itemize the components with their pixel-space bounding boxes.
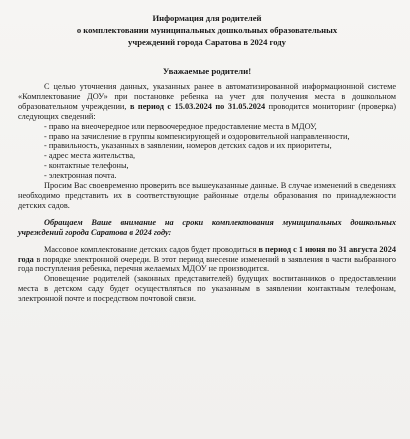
intro-period: в период с 15.03.2024 по 31.05.2024	[129, 101, 266, 111]
intro-text-2: проводится мониторинг (проверка) следующих сведений:	[18, 101, 396, 121]
greeting: Уважаемые родители!	[162, 66, 252, 76]
title-line-2: о комплектовании муниципальных дошкольных образовательных	[76, 25, 338, 35]
mass-text-2: в порядке электронной очереди. В этот период внесение изменений в заявления в части выбранного года поступления ребенка, перечня желаемых МДОУ не производится.	[18, 254, 396, 274]
intro-text-1: С целью уточнения данных, указанных ранее в автоматизированной информационной системе «Комплектование ДОУ» при постановке ребенка на учет для получения места в дошкольном образовательном учреждении,	[18, 82, 396, 111]
check-item: - адрес места жительства,	[44, 151, 136, 161]
mass-period: в период с 1 июня по 31 августа 2024 года	[18, 244, 396, 264]
attention-paragraph: Обращаем Ваше внимание на сроки комплектования муниципальных дошкольных учреждений города Саратова в 2024 году:	[18, 217, 396, 237]
mass-text-1: Массовое комплектование детских садов будет проводиться	[44, 244, 259, 254]
check-item: - контактные телефоны,	[44, 161, 129, 171]
document-title	[18, 12, 396, 48]
check-item: - право на зачисление в группы компенсирующей и оздоровительной направленности,	[44, 131, 350, 141]
check-item: - правильность, указанных в заявлении, номеров детских садов и их приоритеты,	[44, 141, 332, 151]
request-paragraph: Просим Вас своевременно проверить все вышеуказанные данные. В случае изменений в сведениях необходимо представить их в соответствующие районные отделы образования по принадлежности детских садов.	[18, 181, 396, 210]
notification-paragraph: Оповещение родителей (законных представителей) будущих воспитанников о предоставлении места в детском саду будет осуществляться по указанным в заявлении контактным телефонам, электронной почте и посредством почтовой связи.	[18, 274, 396, 304]
check-list	[18, 122, 396, 181]
title-line-3: учреждений города Саратова в 2024 году	[128, 37, 286, 47]
mass-enrollment-paragraph	[18, 245, 396, 275]
title-line-1: Информация для родителей	[152, 13, 262, 23]
check-item: - электронная почта.	[44, 171, 117, 181]
intro-paragraph	[18, 82, 396, 122]
check-item: - право на внеочередное или первоочередное предоставление места в МДОУ,	[44, 121, 317, 131]
